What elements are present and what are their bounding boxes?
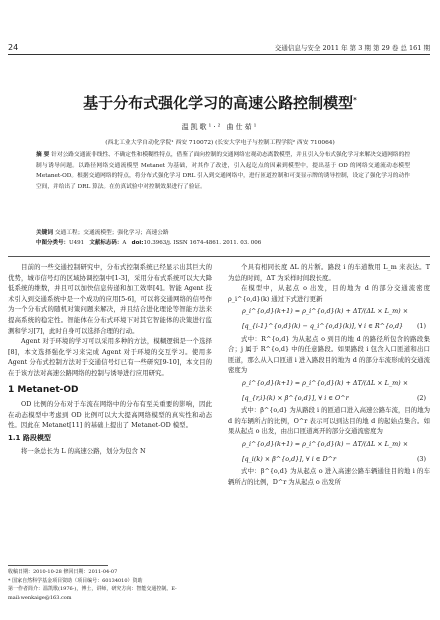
footnotes — [8, 568, 218, 602]
paragraph: OD 比例的分布对于车流在网络中的分布有至关重要的影响，因此在动态模型中考虑到 OD 比例可以大大提高网络模型的真实性和动态性。因此在 Metanet[11] 的基础上提出了 Metanet-OD 模型。 — [8, 400, 212, 430]
journal-info: 交通信息与安全 2011 年 第 3 期 第 29 卷 总 161 期 — [274, 44, 430, 52]
affiliations: (西北工业大学自动化学院¹ 西安 710072) (长安大学电子与控制工程学院² 西安 710064) — [105, 140, 335, 146]
author-note: 第一作者简介：温凯歌(1976-)，博士，讲师，研究方向：智能交通控制。E-mail:wenkaige@163.com — [8, 586, 177, 601]
authors: 温凯歌¹·² 曲仕茹¹ — [181, 123, 259, 131]
received-date: 收稿日期：2010-10-28 修回日期：2011-04-07 — [8, 569, 118, 575]
equation-3-cont — [228, 452, 430, 467]
page-number: 24 — [8, 43, 19, 52]
equation-1 — [228, 304, 430, 319]
abstract-text: 针对公路交通流非线性、不确定性和模糊性特点，借鉴了面向控制的交通网络宏观动态离散模型，并且引入分布式强化学习来解决交通网络的控制与诱导问题。以路径网络交通流模型 Metanet 为基础，对其作了改进，引入起讫点的因素到模型中，提出基于 OD 的网络交通流动态模型 Metanet-OD。根据交通网络的特点，将分布式强化学习 DRL 引入到交通网络中，进行匝道控制和可变显示牌的诱导控制，设定了强化学习的动作空间，并给出了 DRL 算法。在仿真试验中对控制效果进行了验证。 — [36, 152, 411, 190]
doc-code-value: A — [122, 240, 127, 246]
subsection-heading: 1.1 路段模型 — [8, 433, 51, 442]
keywords-text: 交通工程；交通流模型；强化学习；高速公路 — [54, 230, 169, 236]
left-column — [8, 262, 212, 456]
abstract — [36, 150, 410, 192]
equation-2 — [228, 376, 430, 391]
doc-code-label: 文献标志码： — [89, 240, 123, 246]
fund-note: * 国家自然科学基金项目资助（项目编号：60134010）资助 — [8, 577, 143, 584]
equation-number: (2) — [416, 393, 426, 402]
clc-label: 中图分类号： — [36, 240, 70, 246]
title-footnote-mark: * — [353, 96, 357, 104]
clc-value: U491 — [69, 240, 85, 246]
paragraph: 式中：R^{o,d} 为从起点 o 到目的地 d 的路径所包含的路段集合；j 属于 R^{o,d} 中的任意路段。如果路段 i 包含入口匝道和出口匝道，那么从入口匝道 i 进入路段目的地为 d 的部分车流形成的交通流密度为 — [228, 334, 430, 375]
equation-2-cont — [228, 391, 430, 406]
equation-line: ρ_i^{o,d}(k+1) = ρ_i^{o,d}(k) + ΔT/(ΔL × L_m) × — [242, 307, 409, 316]
equation-number: (1) — [416, 321, 426, 330]
keywords-label: 关键词 — [36, 230, 54, 236]
paragraph: 在模型中，从起点 o 出发，目的地为 d 的部分交通流密度 ρ_i^{o,d}(k) 通过下式进行更新 — [228, 284, 430, 303]
paragraph: Agent 对于环境的学习可以采用多种的方法，模糊逻辑是一个选择[8]，本文选择强化学习来完成 Agent 对于环境的交互学习。使用多 Agent 分布式控制方法对于交通信号灯已有一些研究[9-10]，本文目的在于该方法对高速公路网络的控制与诱导进行应用研究。 — [8, 337, 212, 377]
paragraph: 将一条总长为 L 的高速公路，划分为包含 N — [21, 446, 146, 455]
paragraph: 个具有相同长度 ΔL 的片断。路段 i 的车道数用 L_m 来表达。T 为总的时间，ΔT 为采样时间段长度。 — [228, 263, 430, 282]
right-column — [228, 262, 430, 487]
keywords — [36, 228, 410, 238]
equation-3 — [228, 437, 430, 452]
equation-line: [q_{r,i}(k) × β^{o,d}], ∀ i ∈ O^r — [242, 393, 349, 402]
section-heading: 1 Metanet-OD — [8, 384, 79, 395]
paragraph: 目前的一些交通控制研究中，分布式控制系统已经显示出其巨大的优势，城市信号灯的区域协调控制中[1-3]，采用分布式系统可以大大降低系统的维数，并且可以加快信息传递和加工效率[4]。智能 Agent 技术引入到交通系统中是一个成功的应用[5-6]，可以将交通网络的信号作为一个分布式的随机对策问题来解决，并且结合进化理论等智能方法来提高系统的稳定性。智能体在分布式环境下对其它智能体的决策进行监测和学习[7]，此时自身可以选择合理的行动。 — [8, 263, 212, 335]
classification-line — [36, 238, 410, 248]
title-text: 基于分布式强化学习的高速公路控制模型 — [83, 94, 354, 112]
footnote-divider — [8, 565, 108, 566]
doi-label: doi: — [131, 240, 144, 246]
equation-number: (3) — [416, 454, 426, 463]
equation-line: [q_i(k) × β^{o,d}], ∀ i ∈ D^r — [242, 454, 337, 463]
running-header — [8, 38, 430, 55]
equation-line: ρ_i^{o,d}(k+1) = ρ_i^{o,d}(k) + ΔT/(ΔL × L_m) × — [242, 378, 409, 387]
equation-1-cont — [228, 319, 430, 334]
equation-line: [q_{i-1}^{o,d}(k) − q_i^{o,d}(k)], ∀ i ∈ R^{o,d} — [242, 321, 404, 330]
doi-value: 10.3963/j. ISSN 1674-4861. 2011. 03. 006 — [143, 240, 262, 246]
abstract-label: 摘 要 — [36, 152, 50, 158]
section-divider — [8, 256, 430, 257]
paragraph: 式中：β^{o,d} 为从路段 i 的匝道口进入高速公路车流，目的地为 d 的车辆所占的比例，O^r 表示可以到达目的地 d 的起始点集合。如果从起点 o 出发，由出口匝道离开的部分交通流密度为 — [228, 406, 430, 436]
paragraph: 式中：β^{o,d} 为从起点 o 进入高速公路车辆通往目的地 i 的车辆所占的比例，D^r 为从起点 o 出发所 — [228, 467, 430, 486]
equation-line: ρ_i^{o,d}(k+1) = ρ_i^{o,d}(k) − ΔT/(ΔL × L_m) × — [242, 439, 409, 448]
paper-title — [0, 92, 440, 113]
